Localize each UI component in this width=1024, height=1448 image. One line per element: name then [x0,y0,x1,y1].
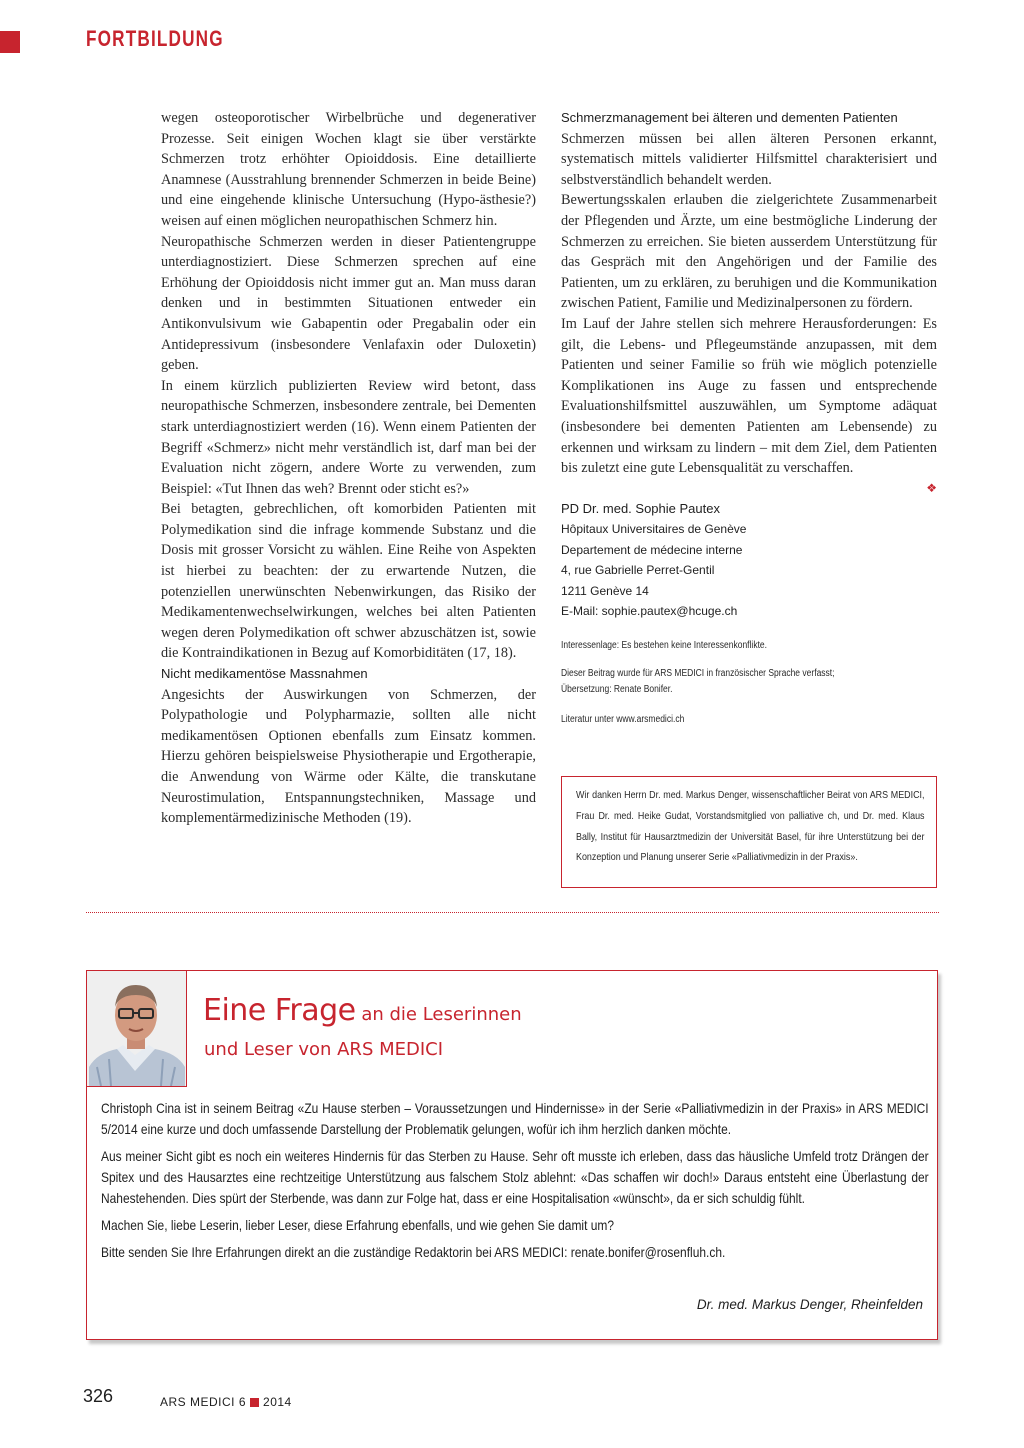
author-name: PD Dr. med. Sophie Pautex [561,500,720,516]
end-of-article-icon: ❖ [926,480,937,495]
subheading: Schmerzmanagement bei älteren und dementen Patienten [561,110,898,125]
question-paragraph: Christoph Cina ist in seinem Beitrag «Zu Hause sterben – Voraussetzungen und Hindernisse» in der Serie «Palliativmedizin in der Praxis» in ARS MEDICI 5/2014 eine kurze und doch umfassende Darstellung der Problematik gelungen, wofür ich ihm herzlich danken möchte. [101,1100,929,1137]
translation-line: Dieser Beitrag wurde für ARS MEDICI in französischer Sprache verfasst; [561,667,835,679]
address-line: Hôpitaux Universitaires de Genève [561,522,747,537]
body-paragraph: Im Lauf der Jahre stellen sich mehrere Herausforderungen: Es gilt, die Lebens- und Pflegeumstände anzupassen, mit dem Patienten und seiner Familie so früh wie möglich potenzielle Komplikationen ins Auge zu fassen und entsprechende Evaluationshilfsmittel auszuwählen, um Symptome adäquat (insbesondere bei dementen Patienten am Lebensende) zu erkennen und wirksam zu lindern – mit dem Ziel, dem Patienten bis zuletzt eine gute Lebensqualität zu verschaffen. [561,315,937,477]
question-title-sub: an die Leserinnen [355,1004,522,1025]
translation-note [561,666,937,698]
acknowledgement-text: Wir danken Herrn Dr. med. Markus Denger, wissenschaftlicher Beirat von ARS MEDICI, Frau Dr. med. Heike Gudat, Vorstandsmitglied von palliative ch, und Dr. med. Klaus Bally, Institut für Hausarztmedizin der Universität Basel, für ihre Unterstützung bei der Konzeption und Planung unserer Serie «Palliativmedizin in der Praxis». [576,789,925,864]
author-photo [87,971,187,1087]
reader-question-box [86,970,938,1340]
subheading: Nicht medikamentöse Massnahmen [161,666,368,682]
journal-name: ARS MEDICI 6 [160,1395,247,1409]
journal-footer [160,1395,292,1409]
section-title: FORTBILDUNG [86,26,224,51]
question-paragraph: Bitte senden Sie Ihre Erfahrungen direkt an die zuständige Redaktorin bei ARS MEDICI: renate.bonifer@rosenfluh.ch. [101,1244,726,1260]
page-number: 326 [83,1386,114,1406]
footer-separator [250,1398,259,1407]
literature-note: Literatur unter www.arsmedici.ch [561,713,685,725]
right-column [561,108,937,728]
address-line: 4, rue Gabrielle Perret-Gentil [561,563,715,578]
portrait-image [87,971,186,1086]
question-paragraph: Aus meiner Sicht gibt es noch ein weiteres Hindernis für das Sterben zu Hause. Sehr oft musste ich erleben, dass das häusliche Umfeld trotz Drängen der Spitex und des Hausarztes eine rechtzeitige Unterstützung aus falschem Stolz ablehnt: «Das schaffen wir doch!» Daraus entsteht eine Überlastung der Nahestehenden. Dies spürt der Sterbende, was dann zur Folge hat, dass er eine Hospitalisation «wünscht», da er sich schuldig fühlt. [101,1148,929,1206]
author-email: E-Mail: sophie.pautex@hcuge.ch [561,604,738,619]
question-text [101,1098,929,1269]
body-paragraph: Neuropathische Schmerzen werden in dieser Patientengruppe unterdiagnostiziert. Diese Schmerzen sprechen auf eine Erhöhung der Opioiddosis nicht immer gut an. Man muss daran denken und in bestimmten Situationen entweder ein Antikonvulsivum wie Gabapentin oder Pregabalin oder ein Antidepressivum (insbesondere Venlafaxin oder Duloxetin) geben. [161,233,536,374]
left-column [161,108,536,829]
body-paragraph: Bewertungsskalen erlauben die zielgerichtete Zusammenarbeit der Pflegenden und Ärzte, um eine bestmögliche Linderung der Schmerzen zu erreichen. Sie bieten ausserdem Unterstützung für das Gespräch mit den Angehörigen und der Familie des Patienten, um zu erklären, zu beruhigen und die Kommunikation zwischen Patient, Familie und Medizinalpersonen zu fördern. [561,192,937,312]
dotted-divider [86,912,939,913]
author-address [561,499,937,622]
journal-year: 2014 [263,1395,292,1409]
question-paragraph: Machen Sie, liebe Leserin, lieber Leser, diese Erfahrung ebenfalls, und wie gehen Sie damit um? [101,1217,615,1233]
section-marker [0,31,20,53]
body-paragraph: wegen osteoporotischer Wirbelbrüche und degenerativer Prozesse. Seit einigen Wochen klagt sie über verstärkte Schmerzen trotz erhöhter Opioiddosis. Eine detaillierte Anamnese (Ausstrahlung brennender Schmerzen in beide Beine) und eine eingehende klinische Untersuchung (Hypo-ästhesie?) weisen auf einen möglichen neuropathischen Schmerz hin. [161,110,536,229]
question-title [203,993,522,1028]
interests-note: Interessenlage: Es bestehen keine Interessenkonflikte. [561,639,768,651]
body-paragraph: Schmerzen müssen bei allen älteren Personen erkannt, systematisch mittels validierter Hilfsmittel charakterisiert und selbstverständlich behandelt werden. [561,130,937,188]
address-line: 1211 Genève 14 [561,583,649,598]
address-line: Departement de médecine interne [561,542,743,557]
translation-line: Übersetzung: Renate Bonifer. [561,683,673,695]
question-title-main: Eine Frage [203,993,356,1028]
question-signature: Dr. med. Markus Denger, Rheinfelden [696,1297,923,1312]
acknowledgement-box [561,776,937,888]
question-title-line2: und Leser von ARS MEDICI [204,1039,444,1060]
body-paragraph: Angesichts der Auswirkungen von Schmerzen, der Polypathologie und Polypharmazie, sollten alle nicht medikamentösen Optionen ebenfalls zum Einsatz kommen. Hierzu gehören beispielsweise Physiotherapie und Ergotherapie, die Anwendung von Wärme oder Kälte, die transkutane Neurostimulation, Entspannungstechniken, Massage und komplementärmedizinische Methoden (19). [161,686,536,827]
body-paragraph: Bei betagten, gebrechlichen, oft komorbiden Patienten mit Polymedikation sind die infrage kommende Substanz und die Dosis mit grosser Vorsicht zu wählen. Eine Reihe von Aspekten ist hierbei zu beachten: der zu erwartende Nutzen, die potenziellen unerwünschten Nebenwirkungen, das Risiko der Medikamentenwechselwirkungen, welches bei alten Patienten wegen deren Polymedikation oft schwer abzuschätzen ist, sowie die Kontraindikationen in Bezug auf Komorbiditäten (17, 18). [161,501,536,662]
body-paragraph: In einem kürzlich publizierten Review wird betont, dass neuropathische Schmerzen, insbesondere zentrale, bei Dementen stark unterdiagnostiziert werden (16). Wenn einem Patienten der Begriff «Schmerz» nicht mehr verständlich ist, darf man bei der Evaluation nicht zögern, andere Worte zu verwenden, zum Beispiel: «Tut Ihnen das weh? Brennt oder sticht es?» [161,377,536,497]
